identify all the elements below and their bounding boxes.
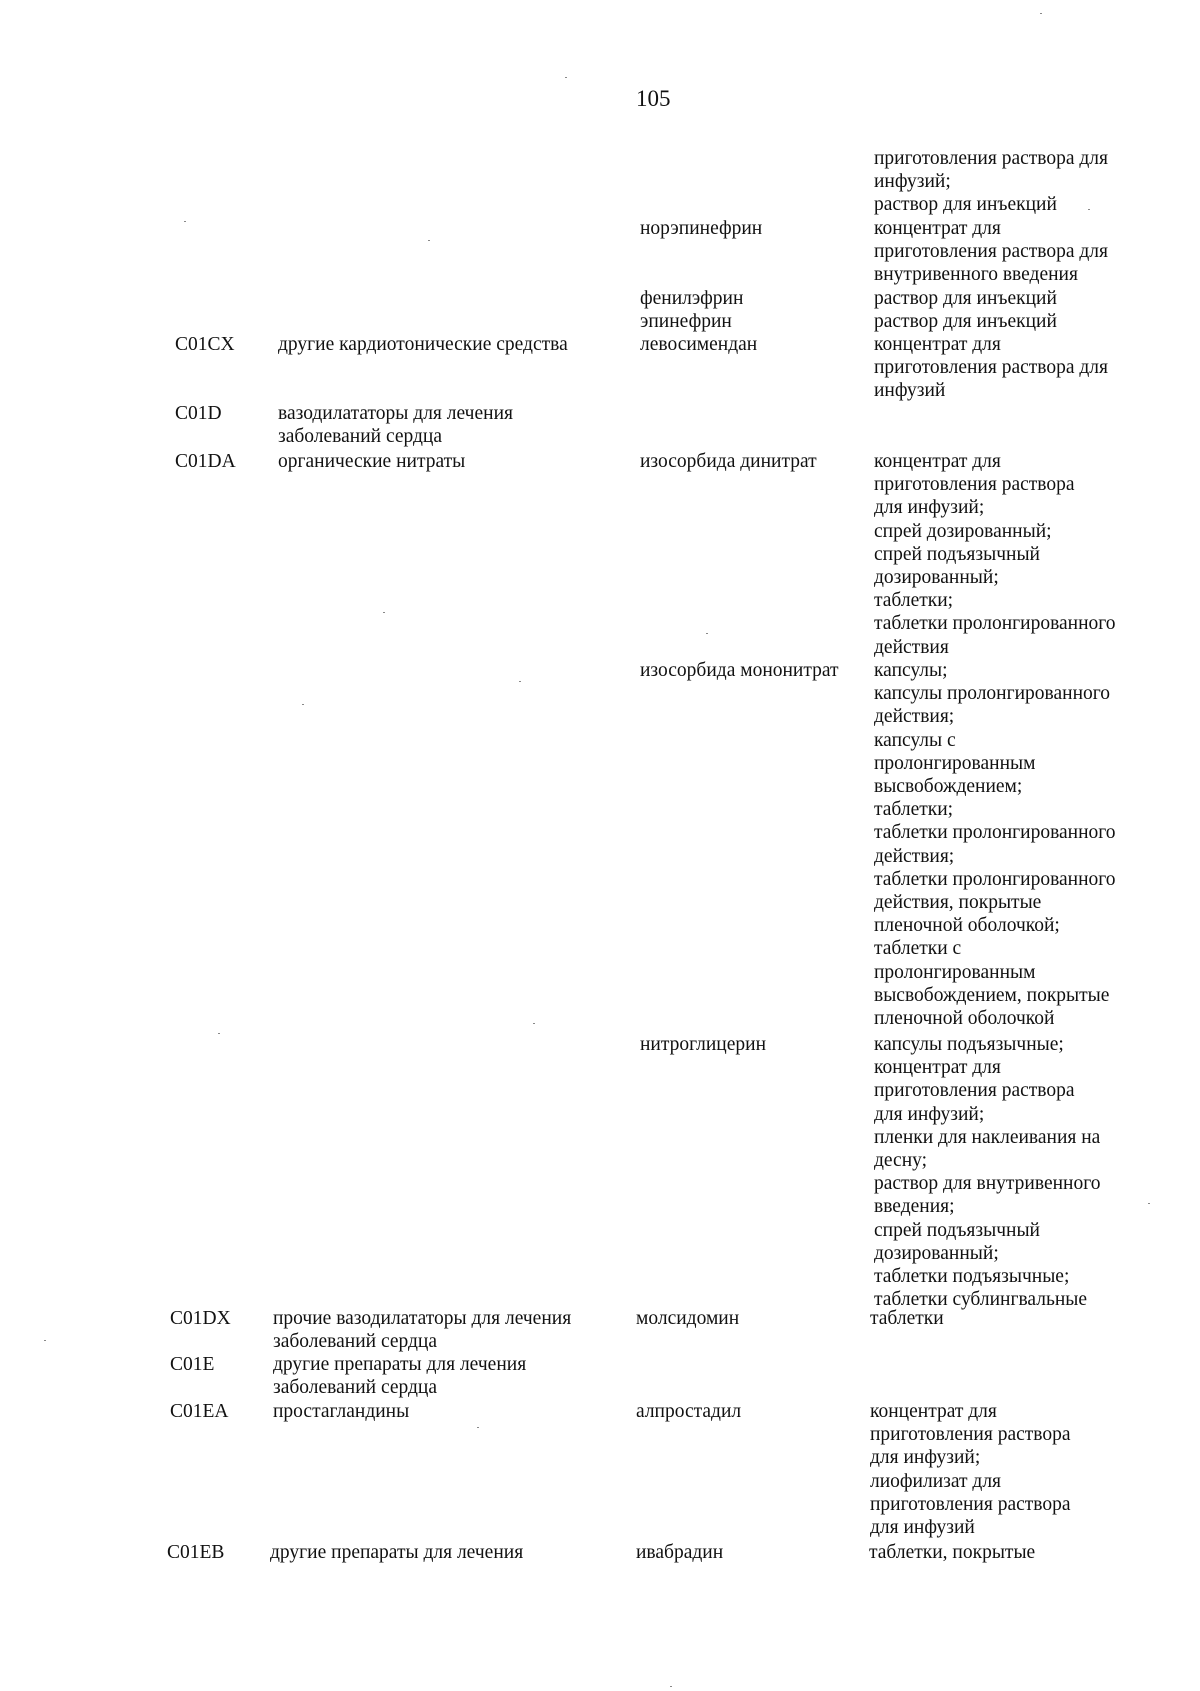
dosage-forms: концентрат для приготовления раствора для инфузий bbox=[874, 334, 1108, 402]
atc-code: C01EB bbox=[167, 1542, 225, 1563]
atc-code: C01EA bbox=[170, 1401, 229, 1422]
atc-code: C01D bbox=[175, 403, 222, 424]
scan-speck bbox=[565, 77, 567, 78]
scan-speck bbox=[383, 612, 385, 613]
dosage-forms: капсулы подъязычные; концентрат для приготовления раствора для инфузий; пленки для наклеивания на десну; раствор для внутривенного введения; спрей подъязычный дозированный; таблетки подъязычные; таблетки сублингвальные bbox=[874, 1034, 1101, 1311]
scan-speck bbox=[218, 1033, 220, 1034]
drug-name: изосорбида динитрат bbox=[640, 451, 817, 472]
drug-name: левосимендан bbox=[640, 334, 758, 355]
anatomic-group: вазодилататоры для лечения заболеваний сердца bbox=[278, 403, 513, 448]
anatomic-group: другие препараты для лечения заболеваний сердца bbox=[273, 1354, 527, 1399]
dosage-forms: концентрат для приготовления раствора для инфузий; спрей дозированный; спрей подъязычный дозированный; таблетки; таблетки пролонгированного действия bbox=[874, 451, 1116, 658]
dosage-forms: концентрат для приготовления раствора для инфузий; лиофилизат для приготовления раствора для инфузий bbox=[870, 1401, 1071, 1539]
drug-name: ивабрадин bbox=[636, 1542, 724, 1563]
scan-speck bbox=[44, 1340, 46, 1341]
anatomic-group: простагландины bbox=[273, 1401, 410, 1422]
scan-speck bbox=[1148, 1203, 1150, 1204]
dosage-forms: концентрат для приготовления раствора для внутривенного введения bbox=[874, 218, 1108, 286]
scan-speck bbox=[1040, 13, 1042, 14]
drug-name: норэпинефрин bbox=[640, 218, 763, 239]
anatomic-group: другие кардиотонические средства bbox=[278, 334, 568, 355]
scan-speck bbox=[706, 633, 708, 634]
anatomic-group: другие препараты для лечения bbox=[270, 1542, 524, 1563]
scan-speck bbox=[477, 1427, 479, 1428]
dosage-forms: раствор для инъекций bbox=[874, 311, 1057, 332]
dosage-forms: раствор для инъекций bbox=[874, 288, 1057, 309]
scan-speck bbox=[184, 221, 186, 222]
atc-code: C01DA bbox=[175, 451, 236, 472]
drug-name: алпростадил bbox=[636, 1401, 742, 1422]
atc-code: C01CX bbox=[175, 334, 235, 355]
scan-speck bbox=[302, 704, 304, 705]
scan-speck bbox=[519, 681, 521, 682]
dosage-forms: приготовления раствора для инфузий; раствор для инъекций bbox=[874, 148, 1108, 216]
scan-speck bbox=[670, 1686, 672, 1687]
scan-speck bbox=[1088, 209, 1090, 210]
drug-name: нитроглицерин bbox=[640, 1034, 767, 1055]
drug-name: молсидомин bbox=[636, 1308, 740, 1329]
scan-speck bbox=[428, 240, 430, 241]
atc-code: C01DX bbox=[170, 1308, 231, 1329]
drug-name: эпинефрин bbox=[640, 311, 732, 332]
dosage-forms: таблетки bbox=[870, 1308, 944, 1329]
dosage-forms: капсулы; капсулы пролонгированного действия; капсулы с пролонгированным высвобождением; таблетки; таблетки пролонгированного действия; таблетки пролонгированного действия, покрытые пленочной оболочкой; таблетки с пролонгированным высвобождением, покрытые пленочной оболочкой bbox=[874, 660, 1116, 1030]
page-number: 105 bbox=[636, 86, 671, 111]
drug-name: изосорбида мононитрат bbox=[640, 660, 839, 681]
scan-speck bbox=[533, 1023, 535, 1024]
anatomic-group: органические нитраты bbox=[278, 451, 466, 472]
anatomic-group: прочие вазодилататоры для лечения заболеваний сердца bbox=[273, 1308, 572, 1353]
atc-code: C01E bbox=[170, 1354, 215, 1375]
drug-name: фенилэфрин bbox=[640, 288, 744, 309]
dosage-forms: таблетки, покрытые bbox=[869, 1542, 1036, 1563]
